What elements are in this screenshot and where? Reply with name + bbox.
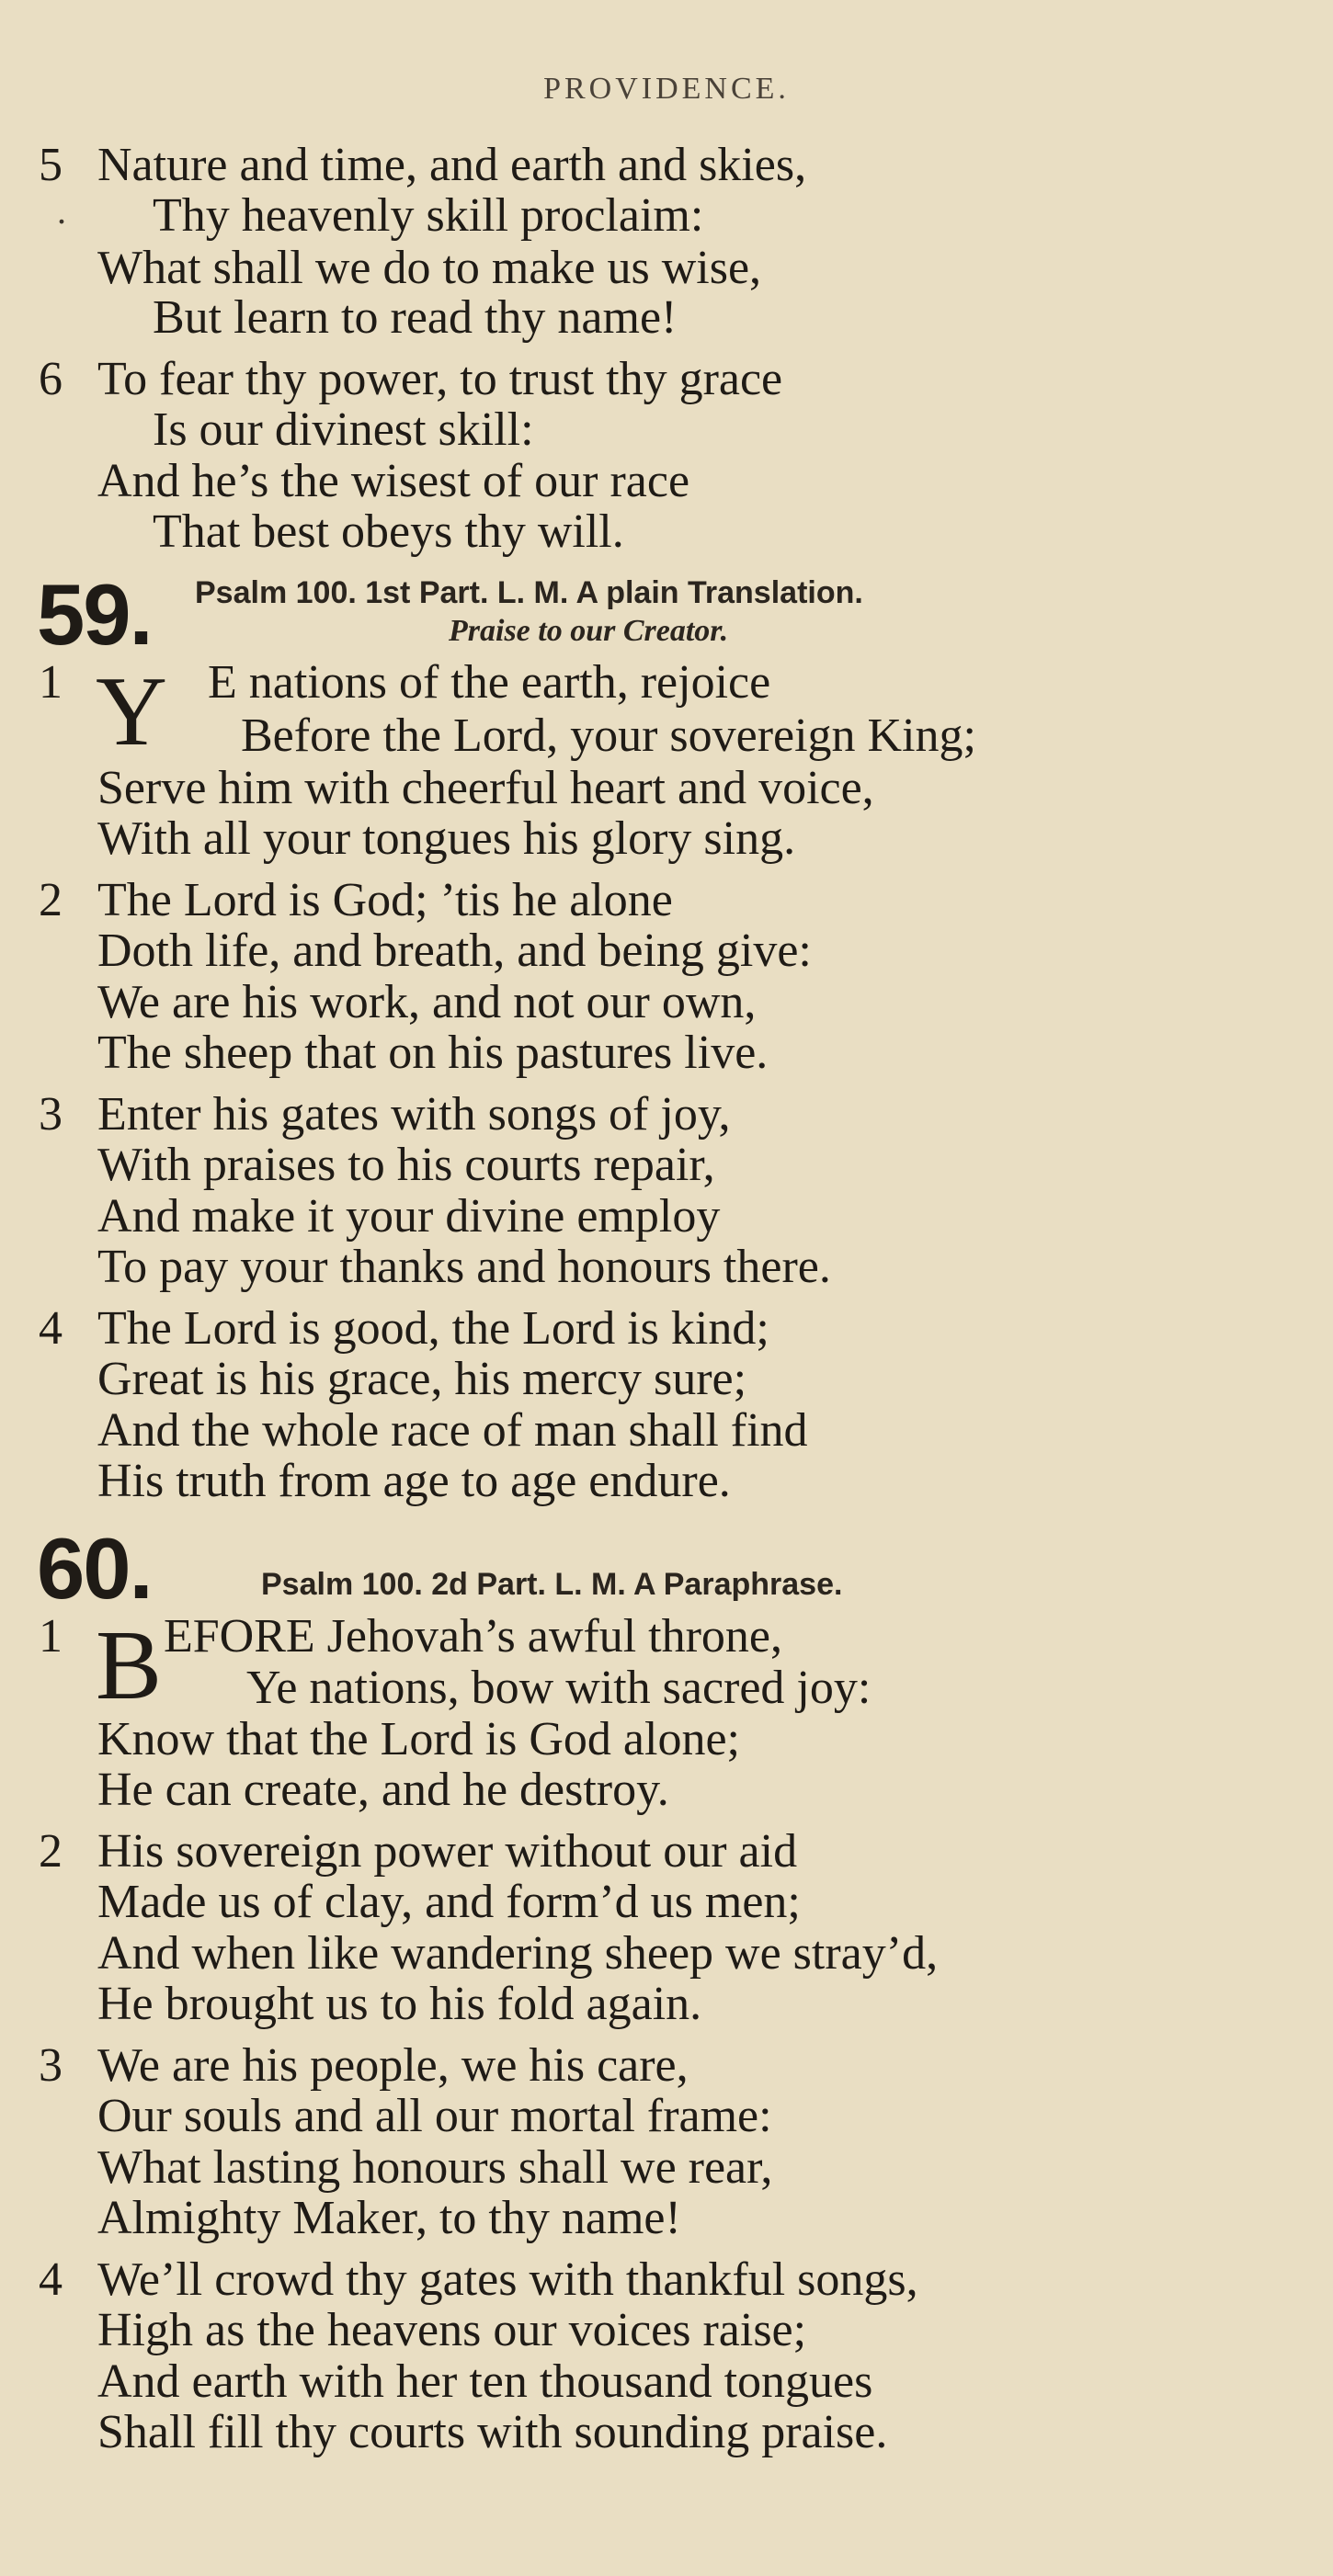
verse-text: Enter his gates with songs of joy, (97, 1088, 731, 1140)
verse-text: The Lord is good, the Lord is kind; (97, 1302, 769, 1355)
verse-text: He can create, and he destroy. (97, 1764, 669, 1816)
stanza-line (0, 1763, 1333, 1818)
verse-text: And earth with her ten thousand tongues (97, 2355, 873, 2408)
stanza-line (0, 241, 1333, 296)
stanza-number: 3 (39, 1088, 63, 1140)
stanza-line (0, 2355, 1333, 2410)
stanza-number: 1 (39, 656, 63, 709)
verse-text: Know that the Lord is God alone; (97, 1713, 740, 1765)
stanza-number: 6 (39, 353, 63, 405)
stanza-line (0, 1240, 1333, 1295)
stanza-line (0, 1875, 1333, 1930)
verse-text: We are his work, and not our own, (97, 976, 757, 1028)
verse-text: Doth life, and breath, and being give: (97, 925, 812, 977)
hymn-number: 59. (37, 566, 152, 663)
running-head: PROVIDENCE. (543, 72, 790, 106)
verse-text: His sovereign power without our aid (97, 1825, 798, 1878)
stanza-line (0, 454, 1333, 509)
stanza-line (0, 1661, 1333, 1716)
verse-text: Great is his grace, his mercy sure; (97, 1353, 747, 1405)
verse-text: Shall fill thy courts with sounding praise. (97, 2406, 888, 2458)
verse-text: Nature and time, and earth and skies, (97, 139, 807, 191)
verse-text: High as the heavens our voices raise; (97, 2304, 807, 2356)
verse-text: And he’s the wisest of our race (97, 455, 690, 507)
stanza-line (0, 2191, 1333, 2246)
stanza-line (0, 352, 1333, 407)
drop-cap: B (96, 1611, 163, 1720)
verse-text: We’ll crowd thy gates with thankful songs, (97, 2253, 918, 2306)
hymn-subtitle: Praise to our Creator. (449, 614, 729, 648)
stanza-line (0, 709, 1333, 764)
verse-text: And the whole race of man shall find (97, 1404, 808, 1457)
verse-text: Is our divinest skill: (153, 403, 534, 456)
stanza-line (0, 2089, 1333, 2144)
verse-text: We are his people, we his care, (97, 2039, 689, 2092)
verse-text: The sheep that on his pastures live. (97, 1027, 769, 1079)
verse-text: Almighty Maker, to thy name! (97, 2192, 681, 2244)
stanza-number: 4 (39, 2253, 63, 2306)
stanza-line (0, 2253, 1333, 2308)
stanza-number: 5 (39, 139, 63, 191)
stanza-number: 4 (39, 1302, 63, 1355)
hymn-title: Psalm 100. 1st Part. L. M. A plain Translation. (195, 575, 863, 610)
stanza-line (0, 1403, 1333, 1458)
stanza-line (0, 2038, 1333, 2094)
stanza-number: 2 (39, 1825, 63, 1878)
stanza-line (0, 1926, 1333, 1981)
stanza-line (0, 924, 1333, 979)
stanza-line (0, 1824, 1333, 1879)
stanza-line (0, 2405, 1333, 2460)
verse-text: To fear thy power, to trust thy grace (97, 353, 783, 405)
verse-text: To pay your thanks and honours there. (97, 1241, 831, 1293)
verse-text: And make it your divine employ (97, 1190, 721, 1243)
stanza-line (0, 2303, 1333, 2358)
verse-text: With all your tongues his glory sing. (97, 812, 796, 865)
verse-text: E nations of the earth, rejoice (208, 656, 771, 709)
stanza-line (0, 138, 1333, 193)
hymn-number: 60. (37, 1520, 152, 1617)
stanza-number: 3 (39, 2039, 63, 2092)
stanza-line (0, 1026, 1333, 1081)
stanza-line (0, 2140, 1333, 2196)
stanza-line (0, 188, 1333, 244)
stanza-line (0, 403, 1333, 458)
stanza-line (0, 1454, 1333, 1509)
drop-cap: Y (96, 657, 167, 766)
stanza-line (0, 1087, 1333, 1142)
verse-text: Ye nations, bow with sacred joy: (246, 1662, 872, 1714)
verse-text: Thy heavenly skill proclaim: (153, 189, 704, 242)
print-speck: . (57, 190, 66, 232)
verse-text: The Lord is God; ’tis he alone (97, 874, 673, 926)
verse-text: Serve him with cheerful heart and voice, (97, 762, 874, 814)
verse-text: What shall we do to make us wise, (97, 242, 762, 294)
stanza-line (0, 1977, 1333, 2032)
verse-text: Made us of clay, and form’d us men; (97, 1876, 801, 1928)
verse-text: That best obeys thy will. (153, 505, 624, 558)
stanza-line (0, 1301, 1333, 1356)
verse-text: What lasting honours shall we rear, (97, 2141, 773, 2194)
verse-text: He brought us to his fold again. (97, 1978, 702, 2030)
verse-text: Before the Lord, your sovereign King; (241, 709, 977, 762)
stanza-number: 2 (39, 874, 63, 926)
verse-text: EFORE Jehovah’s awful throne, (164, 1610, 783, 1662)
stanza-line (0, 1189, 1333, 1244)
stanza-line (0, 975, 1333, 1030)
stanza-line (0, 811, 1333, 867)
stanza-line (0, 290, 1333, 346)
verse-text: With praises to his courts repair, (97, 1139, 715, 1191)
hymn-title: Psalm 100. 2d Part. L. M. A Paraphrase. (261, 1567, 843, 1602)
stanza-line (0, 873, 1333, 928)
verse-text: But learn to read thy name! (153, 291, 678, 344)
stanza-line (0, 1352, 1333, 1407)
stanza-line (0, 1712, 1333, 1767)
verse-text: And when like wandering sheep we stray’d, (97, 1927, 939, 1980)
stanza-line (0, 761, 1333, 816)
stanza-line (0, 505, 1333, 560)
stanza-line (0, 1138, 1333, 1193)
verse-text: His truth from age to age endure. (97, 1455, 731, 1507)
stanza-number: 1 (39, 1610, 63, 1662)
verse-text: Our souls and all our mortal frame: (97, 2090, 772, 2142)
